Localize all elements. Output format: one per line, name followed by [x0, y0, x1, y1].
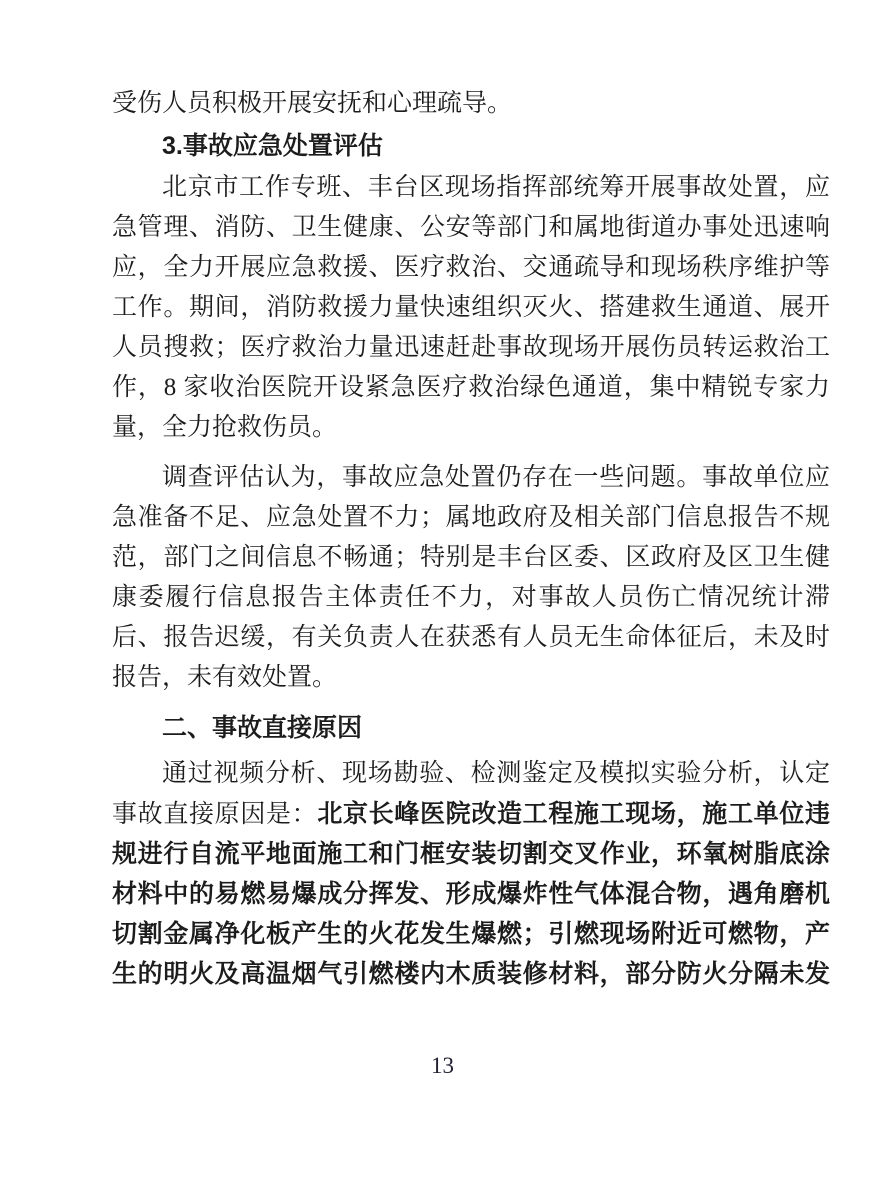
page-number: 13	[431, 1053, 454, 1078]
text-line: 通过视频分析、现场勘验、检测鉴定及模拟实验分析，认定	[162, 760, 830, 787]
bold-text-run: 北京长峰医院改造工程施工现场，施工单位违	[317, 800, 830, 828]
text-line: 量，全力抢救伤员。	[112, 414, 338, 441]
text-line	[112, 794, 830, 834]
text-line: 工作。期间，消防救援力量快速组织灭火、搭建救生通道、展开	[112, 294, 830, 321]
section-heading-emergency-response-evaluation: 3.事故应急处置评估	[162, 132, 383, 160]
text-line: 急管理、消防、卫生健康、公安等部门和属地街道办事处迅速响	[112, 214, 830, 241]
text-line: 受伤人员积极开展安抚和心理疏导。	[112, 90, 513, 117]
text-line: 切割金属净化板产生的火花发生爆燃；引燃现场附近可燃物，产	[112, 920, 830, 948]
text-line: 调查评估认为，事故应急处置仍存在一些问题。事故单位应	[162, 464, 830, 491]
text-line: 人员搜救；医疗救治力量迅速赶赴事故现场开展伤员转运救治工	[112, 334, 830, 361]
section-heading-direct-cause: 二、事故直接原因	[162, 714, 363, 742]
text-line: 规进行自流平地面施工和门框安装切割交叉作业，环氧树脂底涂	[112, 840, 830, 868]
text-line: 急准备不足、应急处置不力；属地政府及相关部门信息报告不规	[112, 504, 830, 531]
text-line: 作，8 家收治医院开设紧急医疗救治绿色通道，集中精锐专家力	[112, 374, 830, 401]
text-block	[112, 84, 830, 994]
text-line: 康委履行信息报告主体责任不力，对事故人员伤亡情况统计滞	[112, 584, 830, 611]
text-line: 材料中的易燃易爆成分挥发、形成爆炸性气体混合物，遇角磨机	[112, 880, 830, 908]
text-line: 应，全力开展应急救援、医疗救治、交通疏导和现场秩序维护等	[112, 254, 830, 281]
text-line: 报告，未有效处置。	[112, 664, 338, 691]
text-line: 生的明火及高温烟气引燃楼内木质装修材料，部分防火分隔未发	[112, 960, 830, 988]
text-line: 范，部门之间信息不畅通；特别是丰台区委、区政府及区卫生健	[112, 544, 830, 571]
text-line: 北京市工作专班、丰台区现场指挥部统筹开展事故处置，应	[162, 174, 830, 201]
text-line: 后、报告迟缓，有关负责人在获悉有人员无生命体征后，未及时	[112, 624, 830, 651]
regular-text-run: 事故直接原因是：	[112, 801, 318, 828]
